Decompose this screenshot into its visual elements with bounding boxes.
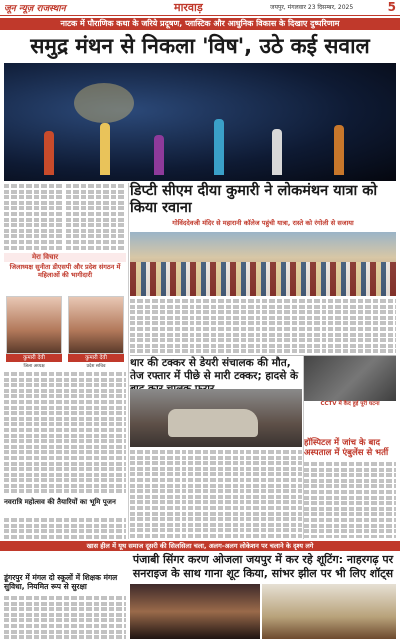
story2-heading-block [130,183,396,229]
section-title: मारवाड़ [174,1,203,14]
portrait-role: जिला अध्यक्ष [23,364,45,369]
performer-figure [334,125,344,175]
row-divider [130,355,396,356]
portrait-name: कुमारी देवी [68,354,124,362]
left-subbody [4,518,126,540]
performer-figure [272,129,282,175]
story3-body-col-3 [246,450,302,538]
lead-body-col-1 [4,184,64,250]
shoot-location-photo [262,584,396,639]
right-col-headline: हॉस्पिटल में जांच के बाद अस्पताल में एंबुलेंस से भर्ती [304,438,389,458]
column-divider [128,183,129,539]
portrait-photo [6,296,62,354]
bottom-banner: खास हील में यूथ समाज दूसरी की सिलसिला चला, अलग-अलग लोकेशन पर चलाने के दृश्य लगे [0,541,400,551]
story2-headline: डिप्टी सीएम दीया कुमारी ने लोकमंथन यात्रा को किया रवाना [130,183,378,216]
performer-figure [154,135,164,175]
portrait-photo [68,296,124,354]
lead-photo [4,63,396,181]
damaged-car [168,409,258,437]
performer-figure [214,119,224,175]
story2-subhead: गोविंददेवजी मंदिर से महारानी कॉलेज पहुंची यात्रा, रास्ते को रंगोली से सजाया [172,219,354,227]
story4-headline: पंजाबी सिंगर करण ओजला जयपुर में कर रहे शूटिंग: नाहरगढ़ पर सनराइज के साथ गाना शूट किया, सांभर झील पर भी लिए शॉट्स [132,553,394,580]
story2-body-col-2 [196,299,260,353]
left-bottom-body [4,596,126,640]
lead-body-col-2 [66,184,126,250]
lead-headline: समुद्र मंथन से निकला 'विष', उठे कई सवाल [30,34,370,58]
story2-photo [130,232,396,296]
story2-body-col-4 [328,299,396,353]
portrait-name: कुमारी देवी [6,354,62,362]
column-divider [303,355,304,539]
left-subheadline: नवरात्रि महोत्सव की तैयारियों का भूमि पूजन [4,498,116,506]
opinion-title: मेरा विचार [4,253,126,262]
right-col-body [304,462,396,538]
rally-crowd [130,262,396,296]
story2-body-col-1 [130,299,194,353]
story3-body-col-1 [130,450,186,538]
performer-figure [44,131,54,175]
cctv-photo [304,355,396,413]
left-bottom-headline: डूंगरपुर में मंगल दो स्कूलों में शिक्षक मंगल सुविधा, नियमित रूप से सुरक्षा [4,573,118,591]
cctv-caption: CCTV में कैद हुई पूरी घटना [304,401,396,413]
opinion-subtitle: जिलाध्यक्ष सुनीता डीएसपी और प्रदेश संगठन में महिलाओं की भागीदारी [9,263,121,279]
portrait-role: प्रदेश सचिव [86,364,106,369]
masthead [0,0,400,16]
lead-kicker: नाटक में पौराणिक कथा के जरिये प्रदूषण, प्लास्टिक और आधुनिक विकास के दिखाए दुष्परिणाम [0,18,400,30]
opinion-body [4,372,126,494]
page-number: 5 [387,0,396,14]
opinion-box [4,253,126,293]
singer-photo [130,584,260,639]
stage-light [74,83,134,123]
story2-body-col-3 [262,299,326,353]
story3-photo [130,389,302,447]
story3-body-col-2 [188,450,244,538]
newspaper-brand: जून न्यूज़ राजस्थान [4,4,66,14]
performer-figure [100,123,110,175]
issue-date: जयपुर, मंगलवार 23 दिसम्बर, 2025 [270,4,354,11]
story3-headline: थार की टक्कर से डेयरी संचालक की मौत, तेज रफ्तार में पीछे से मारी टक्कर; हादसे के [130,357,299,382]
